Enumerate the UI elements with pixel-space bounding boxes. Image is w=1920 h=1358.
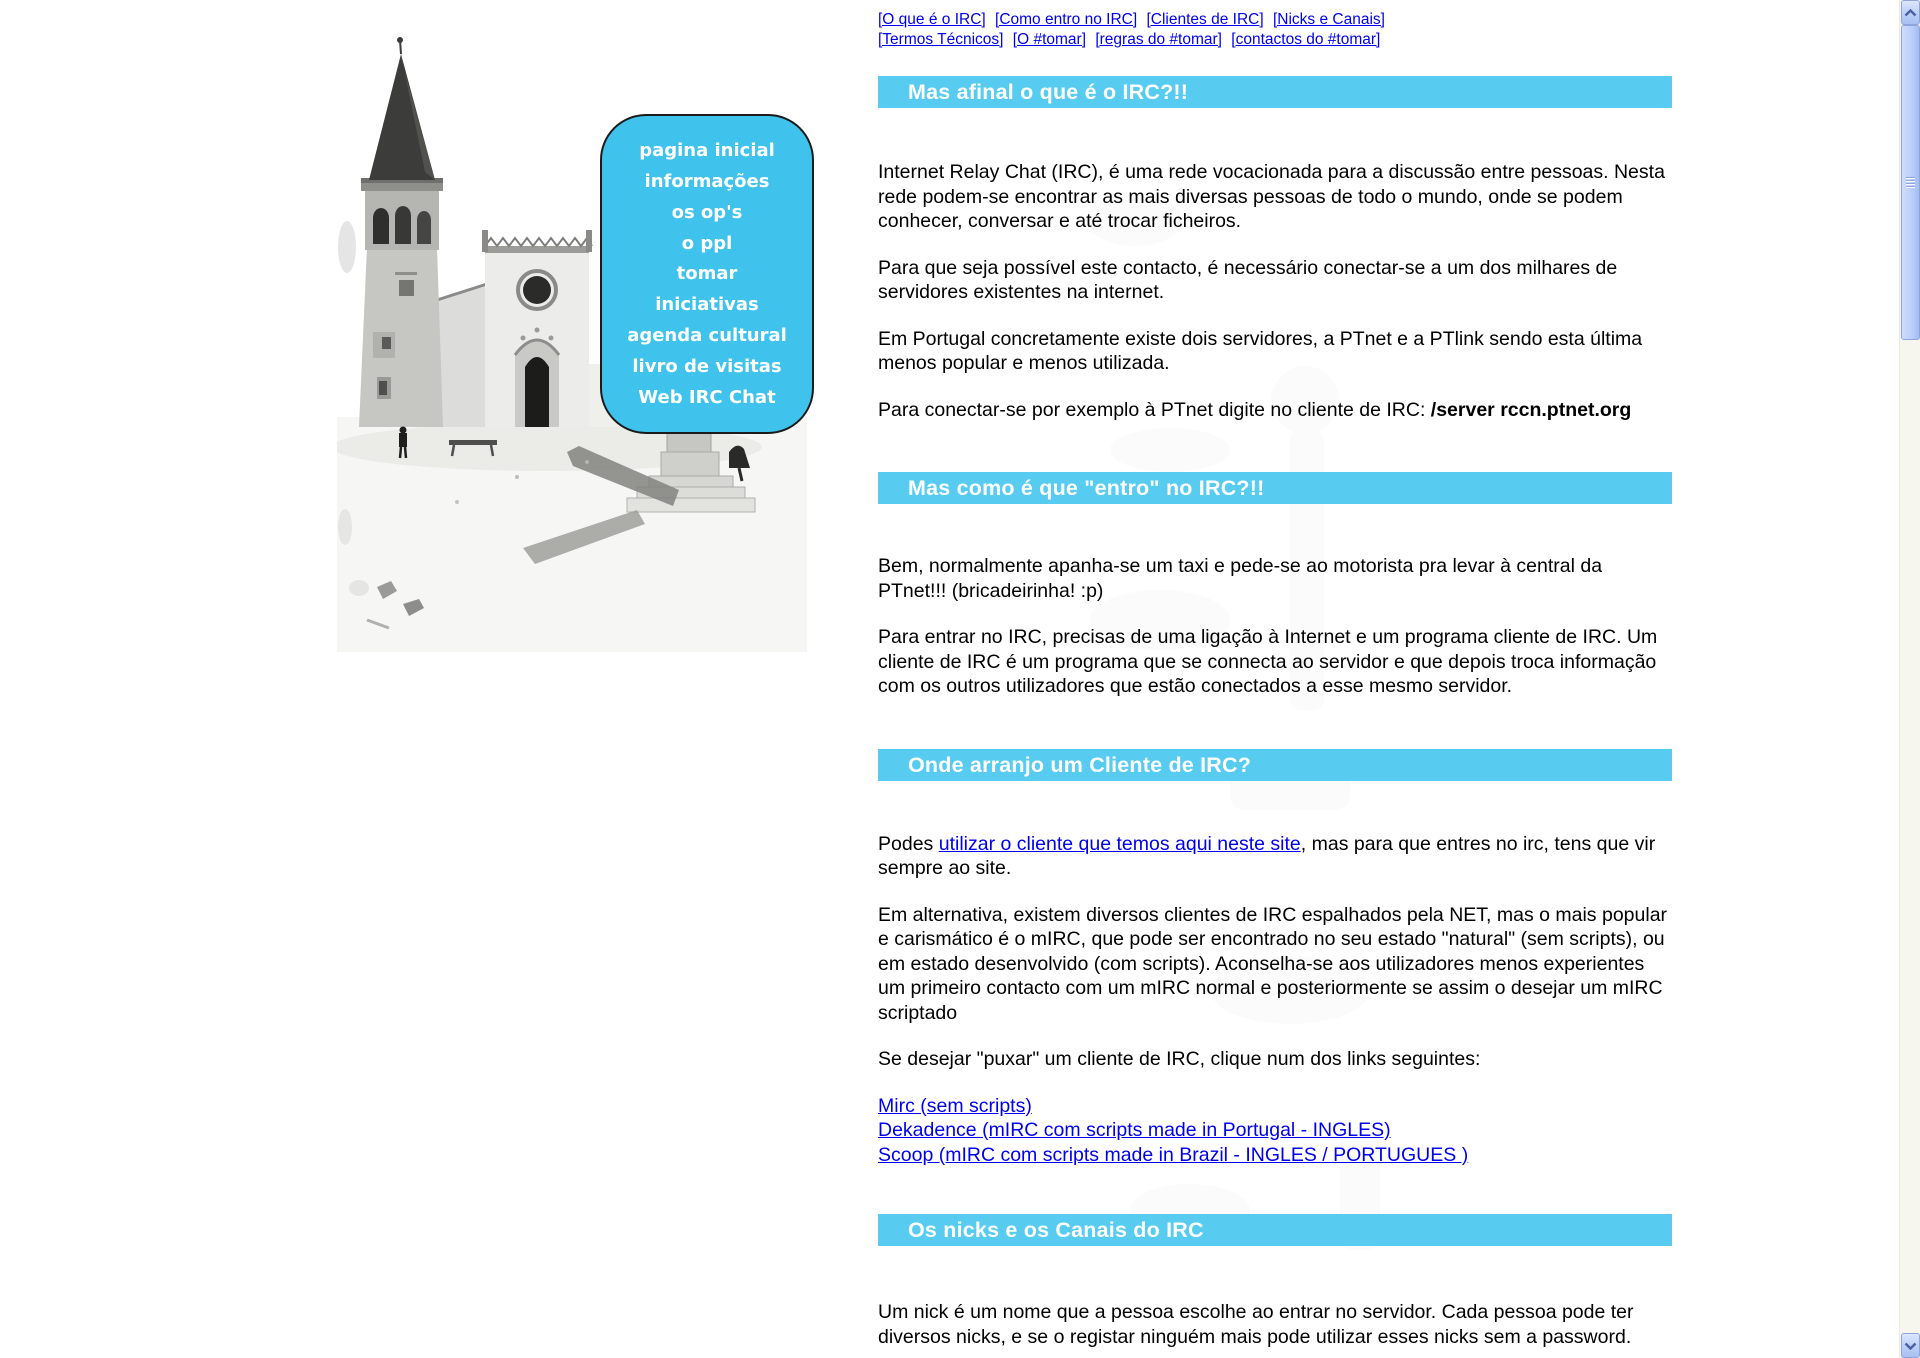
paragraph-text: Para conectar-se por exemplo à PTnet digite no cliente de IRC: [878, 398, 1431, 421]
paragraph: Em Portugal concretamente existe dois servidores, a PTnet e a PTlink sendo esta última menos popular e menos utilizada. [878, 327, 1643, 374]
paragraph: Em alternativa, existem diversos clientes de IRC espalhados pela NET, mas o mais popular e carismático é o mIRC, que pode ser encontrado no seu estado "natural" (sem scripts), ou em estado desenvolvido (com scripts). Aconselha-se aos utilizadores menos experientes um primeiro contacto com um mIRC normal e posteriormente se assim o desejar um mIRC scriptado [878, 903, 1668, 1024]
paragraph: Bem, normalmente apanha-se um taxi e pede-se ao motorista pra levar à central da PTnet!!! (bricadeirinha! :p) [878, 555, 1603, 602]
download-link-mirc[interactable]: Mirc (sem scripts) [878, 1094, 1032, 1117]
menu-item-pagina-inicial[interactable]: pagina inicial [639, 139, 775, 161]
main-content [878, 10, 1672, 1349]
section-header-o-que-e-irc: Mas afinal o que é o IRC?!! [878, 76, 1672, 108]
menu-item-iniciativas[interactable]: iniciativas [655, 294, 759, 316]
section-header-como-entro: Mas como é que "entro" no IRC?!! [878, 472, 1672, 504]
nav-link-como-entro-no-irc[interactable]: [Como entro no IRC] [995, 11, 1138, 28]
nav-link-o-que-e-o-irc[interactable]: [O que é o IRC] [878, 11, 986, 28]
menu-item-livro-de-visitas[interactable]: livro de visitas [632, 356, 782, 378]
paragraph: Para que seja possível este contacto, é necessário conectar-se a um dos milhares de servidores existentes na internet. [878, 256, 1618, 303]
paragraph: Um nick é um nome que a pessoa escolhe ao entrar no servidor. Cada pessoa pode ter diversos nicks, e se o registar ninguém mais pode utilizar esses nicks sem a password. [878, 1301, 1634, 1348]
vertical-scrollbar [1899, 0, 1920, 1358]
menu-item-tomar[interactable]: tomar [676, 263, 738, 285]
paragraph: Se desejar "puxar" um cliente de IRC, clique num dos links seguintes: [878, 1048, 1481, 1070]
nav-link-termos-tecnicos[interactable]: [Termos Técnicos] [878, 31, 1004, 48]
nav-link-contactos-do-tomar[interactable]: [contactos do #tomar] [1231, 31, 1381, 48]
nav-link-nicks-e-canais[interactable]: [Nicks e Canais] [1272, 11, 1385, 28]
top-nav [878, 10, 1672, 50]
paragraph: Internet Relay Chat (IRC), é uma rede vocacionada para a discussão entre pessoas. Nesta rede podem-se encontrar as mais diversas pessoas de todo o mundo, onde se podem conhecer, conversar e até trocar ficheiros. [878, 161, 1665, 232]
nav-link-o-tomar[interactable]: [O #tomar] [1012, 31, 1087, 48]
chevron-down-icon [1904, 1342, 1917, 1350]
scrollbar-track[interactable] [1900, 340, 1920, 1333]
scrollbar-down-button[interactable] [1901, 1333, 1920, 1358]
menu-item-informacoes[interactable]: informações [644, 170, 770, 192]
scrollbar-thumb[interactable] [1901, 25, 1920, 340]
nav-link-regras-do-tomar[interactable]: [regras do #tomar] [1095, 31, 1222, 48]
menu-item-o-ppl[interactable]: o ppl [681, 232, 733, 254]
paragraph-text: , mas para que entres no irc, tens que vir sempre ao site. [878, 832, 1656, 879]
menu-item-web-irc-chat[interactable]: Web IRC Chat [638, 387, 776, 409]
download-links [878, 1094, 1672, 1168]
scrollbar-gripper-icon [1906, 176, 1915, 190]
paragraph [878, 398, 1672, 423]
paragraph: Para entrar no IRC, precisas de uma ligação à Internet e um programa cliente de IRC. Um cliente de IRC é um programa que se connecta ao servidor e que depois troca informação com os outros utilizadores que estão conectados a esse mesmo servidor. [878, 626, 1658, 697]
download-link-scoop[interactable]: Scoop (mIRC com scripts made in Brazil - INGLES / PORTUGUES ) [878, 1143, 1469, 1166]
chevron-up-icon [1904, 9, 1917, 17]
top-nav-line1 [878, 10, 1672, 30]
menu-item-agenda-cultural[interactable]: agenda cultural [627, 325, 787, 347]
server-command: /server rccn.ptnet.org [1430, 398, 1632, 421]
section-header-onde-arranjo-cliente: Onde arranjo um Cliente de IRC? [878, 749, 1672, 781]
scrollbar-up-button[interactable] [1901, 0, 1920, 25]
sidebar-menu [600, 114, 814, 434]
top-nav-line2 [878, 30, 1672, 50]
paragraph-text: Podes [878, 832, 939, 855]
paragraph [878, 832, 1672, 881]
download-link-dekadence[interactable]: Dekadence (mIRC com scripts made in Portugal - INGLES) [878, 1119, 1391, 1141]
nav-link-clientes-de-irc[interactable]: [Clientes de IRC] [1146, 11, 1264, 28]
section-header-nicks-e-canais: Os nicks e os Canais do IRC [878, 1214, 1672, 1246]
menu-item-os-ops[interactable]: os op's [671, 201, 743, 223]
web-client-link[interactable]: utilizar o cliente que temos aqui neste site [938, 832, 1301, 855]
